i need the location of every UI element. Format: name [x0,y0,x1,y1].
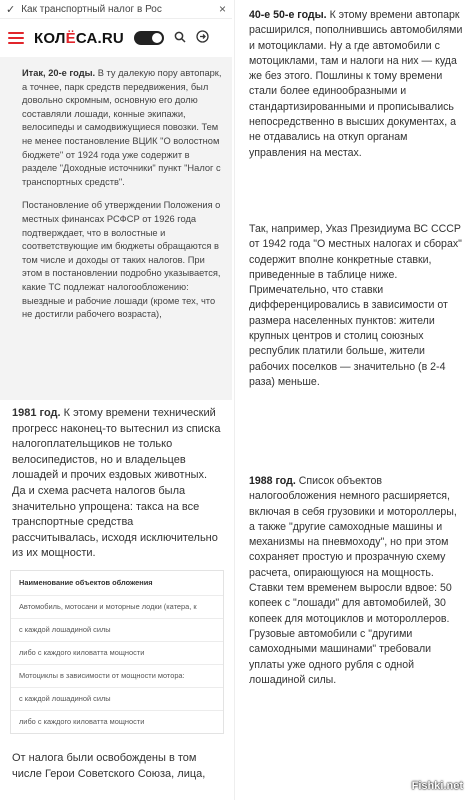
paragraph-1920s: Итак, 20-е годы. В ту далекую пору автопарк, а точнее, парк средств передвижения, был довольно скромным, основную его долю составляли лошади, конные экипажи, велосипеды и самодвижущиеся повозки. Тем не менее постановление ВЦИК "О волостном бюджете" от 1924 года уже содержит в разделе "Доходные источники" пункт "Налог с транспортных средств". [22,68,222,187]
left-screenshot [0,0,232,800]
table-row: Автомобиль, мотосани и моторные лодки (катера, к [11,596,223,619]
close-icon[interactable]: × [218,2,226,16]
article-excerpt-panel [0,57,232,400]
shield-check-icon: ✓ [6,3,16,16]
menu-icon[interactable] [8,32,24,44]
right-screenshot [238,0,469,800]
tab-title[interactable]: Как транспортный налог в Рос [21,3,162,15]
table-row: либо с каждого киловатта мощности [11,642,223,665]
browser-tab-bar [0,0,232,19]
paragraph-1940s-1950s: 40-е 50-е годы. К этому времени автопарк расширился, пополнившись автомобилями и мотоциклами. Ну а где автомобили с мотоциклами, там и налоги на них — куда же без этого. Пошлины к тому времени стали более единообразными и стандартизированными и прописывались непосредственно в высших документах, а не отдавались на откуп органам управления на местах. [249,9,463,159]
table-row: с каждой лошадиной силы [11,688,223,711]
paragraph-1942-decree: Так, например, Указ Президиума ВС СССР от 1942 года "О местных налогах и сборах" содержит вполне конкретные ставки, приведенные в таблице ниже. Примечательно, что ставки дифференцировались в зависимости от размера населенных пунктов: жители крупных центров и столиц союзных республик платили больше, жители рабочих поселков — значительно (в 2-4 раза) меньше. [249,223,462,388]
search-icon[interactable] [174,31,186,46]
watermark: Fishki.net [411,780,463,792]
table-row: с каждой лошадиной силы [11,619,223,642]
theme-toggle-icon[interactable] [134,31,164,45]
login-icon[interactable] [196,30,209,46]
table-header: Наименование объектов обложения [11,571,223,596]
table-row: Мотоциклы в зависимости от мощности мотора: [11,665,223,688]
tax-table [10,570,224,734]
site-logo[interactable]: КОЛЁСА.RU [34,29,124,47]
column-divider [234,0,235,800]
paragraph-1988: 1988 год. Список объектов налогообложения немного расширяется, включая в себя грузовики и мотороллеры, а также "другие самоходные машины и механизмы на пневмоходу", но при этом сохраняет простую и прозрачную схему расчета, опирающуюся на мощность. Ставки тем временем выросли вдвое: 50 копеек с "лошади" для автомобилей, 30 копеек для мотоциклов и мотороллеров. Грузовые автомобили с "другими самоходными машинами" требовали уплаты уже одного рубля с одной лошадиной силы. [249,475,457,686]
paragraph-1981: 1981 год. К этому времени технический прогресс наконец-то вытеснил из списка налогоплательщиков не только велосипедистов, но и владельцев лошадей и прочих ездовых животных. Да и схема расчета налогов была значительно упрощена: такса на все транспортные средства рассчитывалась, исходя исключительно из их мощности. [12,407,221,560]
paragraph-exemptions: От налога были освобождены в том числе Герои Советского Союза, лица, [12,752,206,780]
table-row: либо с каждого киловатта мощности [19,717,145,726]
site-header [0,19,232,58]
paragraph-1926: Постановление об утверждении Положения о местных финансах РСФСР от 1926 года подтверждает, что в волостные и соответствующие им бюджеты обращаются в том числе и доходы от таких налогов. При этом в постановлении подробно указывается, какие ТС подлежат налогообложению: выездные и рабочие лошади (кроме тех, что не достигли рабочего возраста), [22,200,221,320]
